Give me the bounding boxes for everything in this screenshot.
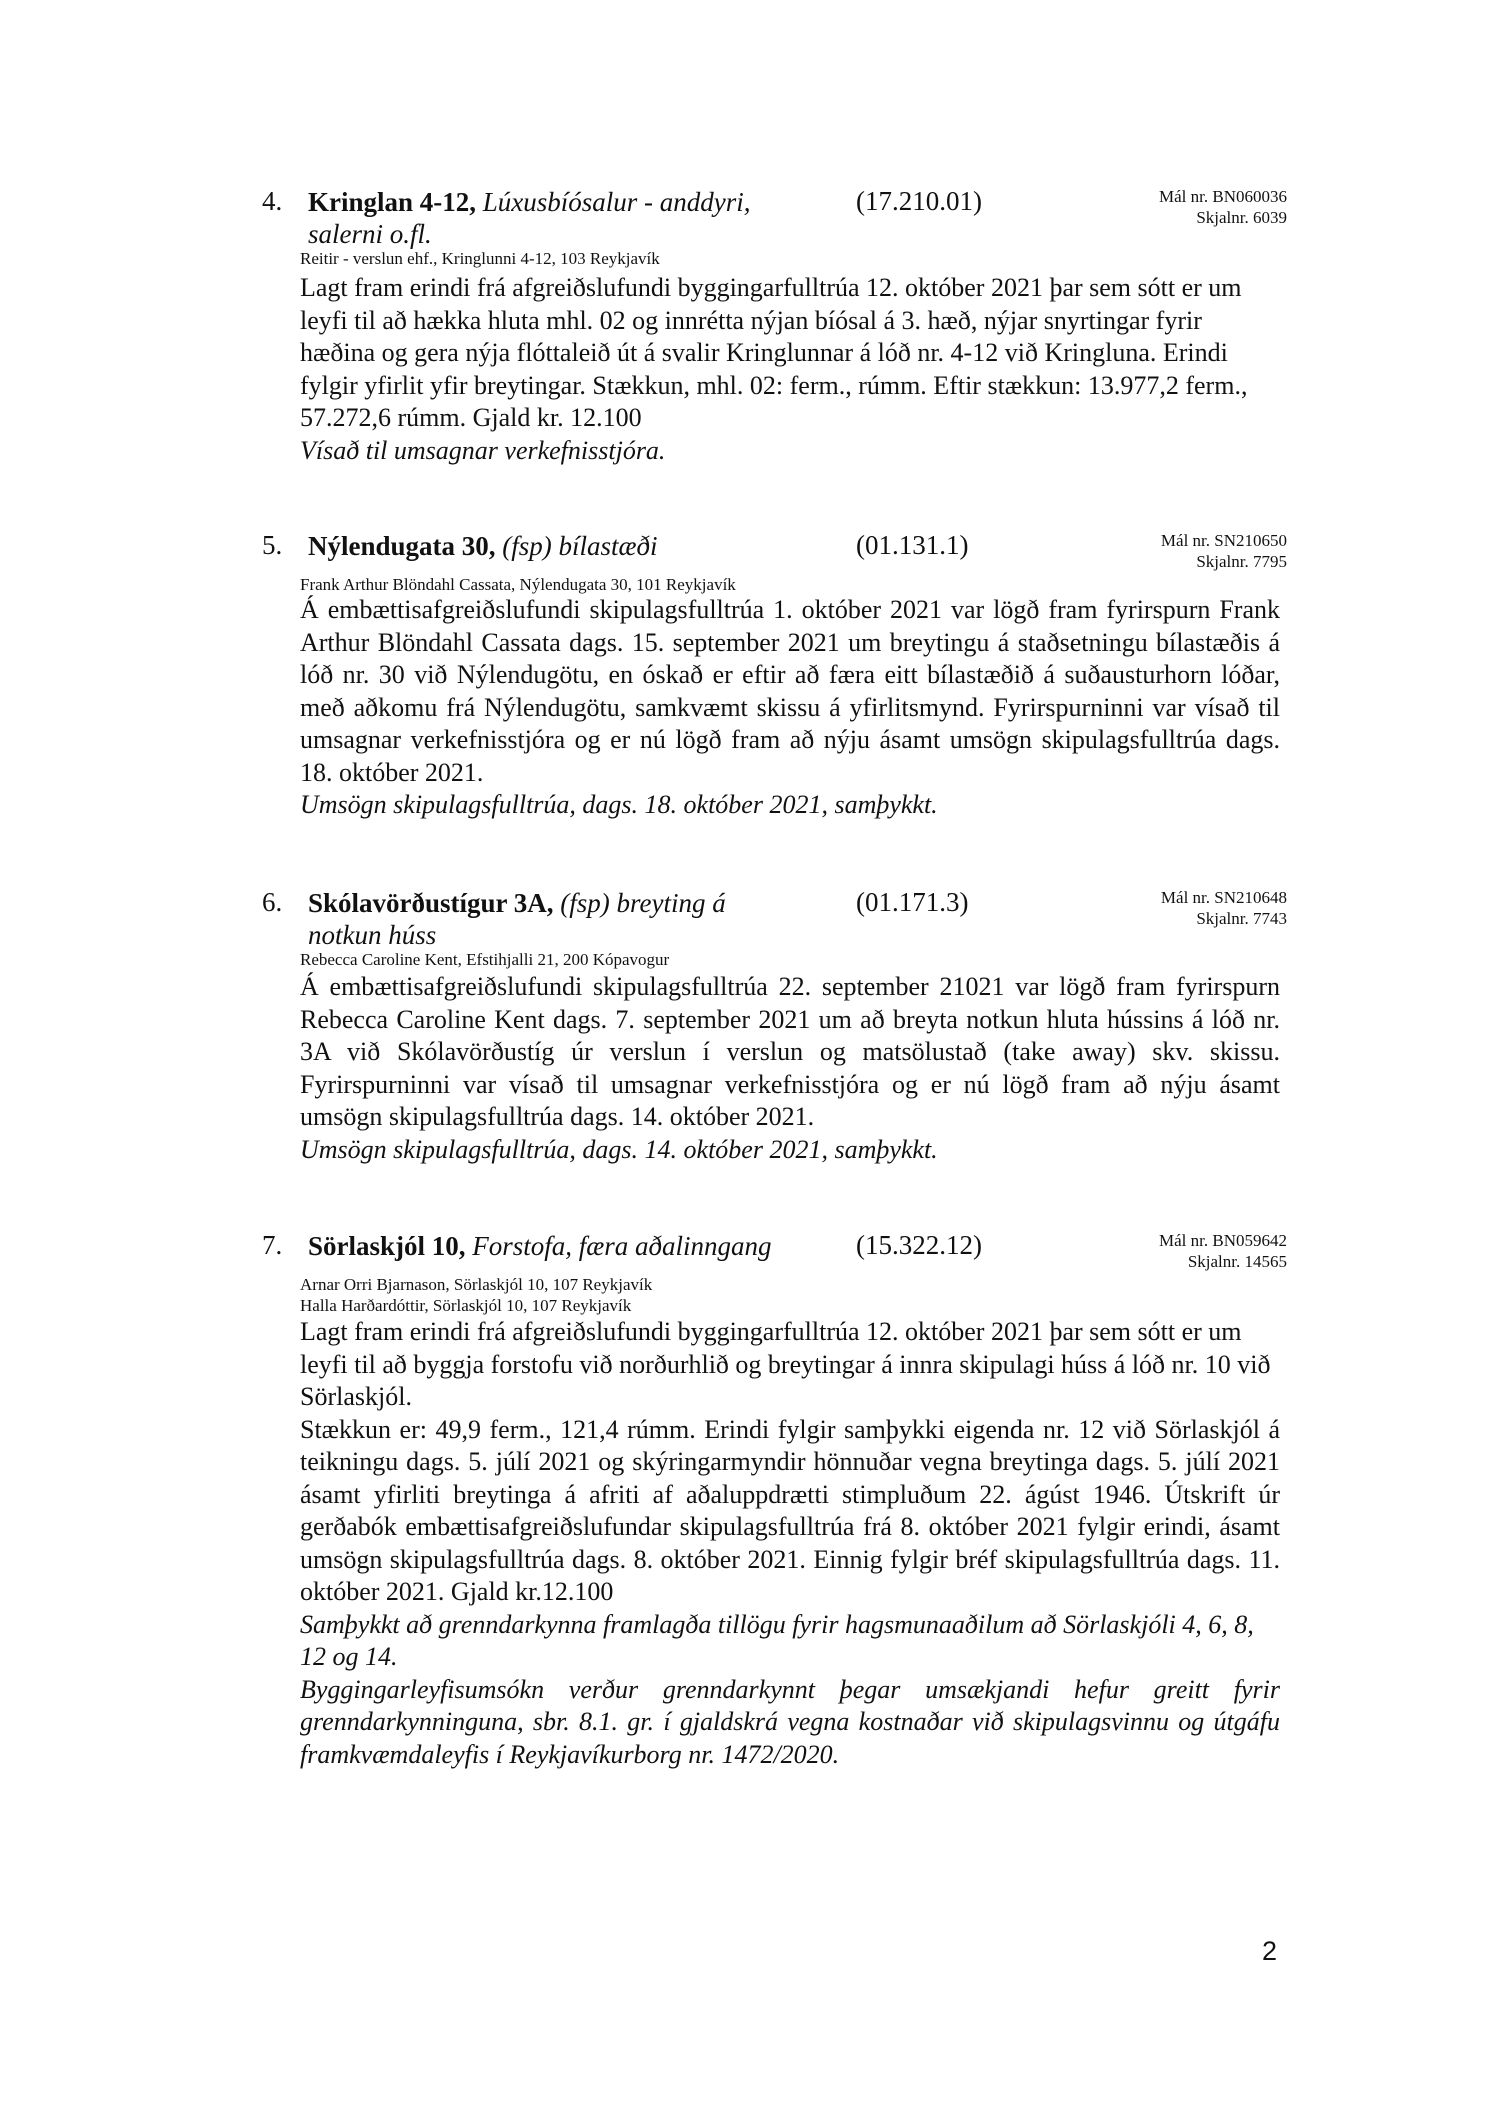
case-number: Mál nr. BN060036: [1159, 187, 1287, 206]
agenda-item: [0, 530, 1500, 819]
item-number: 7.: [262, 1230, 283, 1260]
case-reference: [1159, 186, 1287, 228]
item-title: [308, 530, 778, 562]
item-address: Skólavörðustígur 3A,: [308, 888, 554, 918]
land-code: (01.131.1): [856, 530, 969, 560]
item-body: [300, 971, 1280, 1166]
body-paragraph: Á embættisafgreiðslufundi skipulagsfulltrúa 1. október 2021 var lögð fram fyrirspurn Frank Arthur Blöndahl Cassata dags. 15. september 2021 um breytingu á staðsetningu bílastæðis á lóð nr. 30 við Nýlendugötu, en óskað er eftir að færa eitt bílastæðið á suðausturhorn lóðar, með aðkomu frá Nýlendugötu, samkvæmt skissu á yfirlitsmynd. Fyrirspurninni var vísað til umsagnar verkefnisstjóra og er nú lögð fram að nýju ásamt umsögn skipulagsfulltrúa dags. 18. október 2021.: [300, 595, 1280, 787]
item-address: Sörlaskjól 10,: [308, 1231, 466, 1261]
item-body: [300, 1316, 1280, 1771]
item-title: [308, 1230, 778, 1262]
case-number: Mál nr. SN210648: [1160, 888, 1287, 907]
agenda-item: [0, 186, 1500, 465]
item-address: Kringlan 4-12,: [308, 187, 477, 217]
item-title: [308, 186, 778, 250]
conclusion: Umsögn skipulagsfulltrúa, dags. 14. október 2021, samþykkt.: [300, 1134, 938, 1164]
item-number: 5.: [262, 530, 283, 560]
page-number: 2: [1262, 1936, 1278, 1966]
item-description: Lúxusbíósalur - anddyri, salerni o.fl.: [308, 187, 751, 249]
item-number: 4.: [262, 186, 283, 216]
land-code: (15.322.12): [856, 1230, 982, 1260]
item-description: (fsp) bílastæði: [502, 531, 658, 561]
applicant: Arnar Orri Bjarnason, Sörlaskjól 10, 107 Reykjavík: [300, 1275, 653, 1294]
item-address: Nýlendugata 30,: [308, 531, 496, 561]
applicant: Reitir - verslun ehf., Kringlunni 4-12, 103 Reykjavík: [300, 249, 660, 268]
body-paragraph: Stækkun er: 49,9 ferm., 121,4 rúmm. Erindi fylgir samþykki eigenda nr. 12 við Sörlaskjól á teikningu dags. 5. júlí 2021 og skýringarmyndir hönnuðar vegna breytinga dags. 5. júlí 2021 ásamt yfirliti breytinga á afriti af aðaluppdrætti stimpluðum 22. ágúst 1946. Útskrift úr gerðabók embættisafgreiðslufundar skipulagsfulltrúa frá 8. október 2021 fylgir erindi, ásamt umsögn skipulagsfulltrúa dags. 8. október 2021. Einnig fylgir bréf skipulagsfulltrúa dags. 11. október 2021. Gjald kr.12.100: [300, 1414, 1280, 1606]
conclusion: Vísað til umsagnar verkefnisstjóra.: [300, 435, 666, 465]
applicant: Rebecca Caroline Kent, Efstihjalli 21, 200 Kópavogur: [300, 950, 670, 969]
item-description: (fsp) breyting á notkun húss: [308, 888, 726, 950]
land-code: (01.171.3): [856, 887, 969, 917]
applicants: [300, 949, 669, 970]
body-paragraph: Lagt fram erindi frá afgreiðslufundi byggingarfulltrúa 12. október 2021 þar sem sótt er um leyfi til að byggja forstofu við norðurhlið og breytingar á innra skipulagi húss á lóð nr. 10 við Sörlaskjól.: [300, 1317, 1271, 1411]
agenda-item: [0, 887, 1500, 1164]
land-code: (17.210.01): [856, 186, 982, 216]
case-reference: [1161, 887, 1287, 929]
conclusion: Samþykkt að grenndarkynna framlagða tillögu fyrir hagsmunaaðilum að Sörlaskjóli 4, 6, 8, 12 og 14.: [300, 1609, 1254, 1671]
applicant: Frank Arthur Blöndahl Cassata, Nýlendugata 30, 101 Reykjavík: [300, 575, 736, 594]
item-body: [300, 594, 1280, 822]
item-description: Forstofa, færa aðalinngang: [472, 1231, 772, 1261]
applicant: Halla Harðardóttir, Sörlaskjól 10, 107 Reykjavík: [300, 1296, 632, 1315]
case-reference: [1159, 1230, 1287, 1272]
file-number: Skjalnr. 6039: [1196, 208, 1287, 227]
file-number: Skjalnr. 7743: [1196, 909, 1287, 928]
applicants: [300, 1274, 652, 1316]
case-number: Mál nr. SN210650: [1160, 531, 1287, 550]
body-paragraph: Á embættisafgreiðslufundi skipulagsfulltrúa 22. september 21021 var lögð fram fyrirspurn Rebecca Caroline Kent dags. 7. september 2021 um að breyta notkun hluta hússins á lóð nr. 3A við Skólavörðustíg úr verslun í verslun og matsölustað (take away) skv. skissu. Fyrirspurninni var vísað til umsagnar verkefnisstjóra og er nú lögð fram að nýju ásamt umsögn skipulagsfulltrúa dags. 14. október 2021.: [300, 972, 1280, 1131]
conclusion: Byggingarleyfisumsókn verður grenndarkynnt þegar umsækjandi hefur greitt fyrir grenndarkynninguna, sbr. 8.1. gr. í gjaldskrá vegna kostnaðar við skipulagsvinnu og útgáfu framkvæmdaleyfis í Reykjavíkurborg nr. 1472/2020.: [300, 1674, 1280, 1769]
item-body: [300, 272, 1280, 467]
body-paragraph: Lagt fram erindi frá afgreiðslufundi byggingarfulltrúa 12. október 2021 þar sem sótt er um leyfi til að hækka hluta mhl. 02 og innrétta nýjan bíósal á 3. hæð, nýjar snyrtingar fyrir hæðina og gera nýja flóttaleið út á svalir Kringlunnar á lóð nr. 4-12 við Kringluna. Erindi fylgir yfirlit yfir breytingar. Stækkun, mhl. 02: ferm., rúmm. Eftir stækkun: 13.977,2 ferm., 57.272,6 rúmm. Gjald kr. 12.100: [300, 273, 1248, 432]
applicants: [300, 248, 660, 269]
item-number: 6.: [262, 887, 283, 917]
case-number: Mál nr. BN059642: [1159, 1231, 1287, 1250]
file-number: Skjalnr. 14565: [1187, 1252, 1287, 1271]
conclusion: Umsögn skipulagsfulltrúa, dags. 18. október 2021, samþykkt.: [300, 790, 938, 819]
case-reference: [1161, 530, 1287, 572]
file-number: Skjalnr. 7795: [1196, 552, 1287, 571]
applicants: [300, 574, 736, 595]
agenda-item: [0, 1230, 1500, 1769]
item-title: [308, 887, 778, 951]
